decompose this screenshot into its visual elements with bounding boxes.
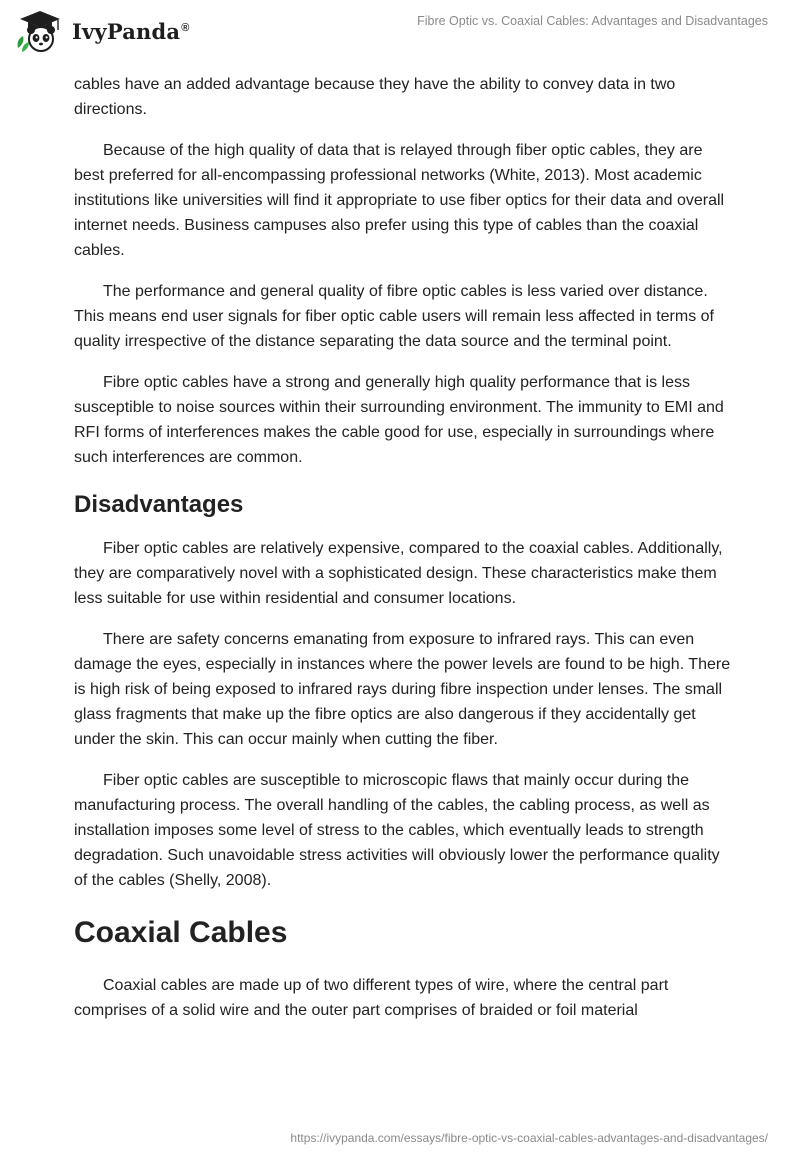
paragraph: Fiber optic cables are relatively expensive, compared to the coaxial cables. Additionally, they are comparatively novel with a sophisticated design. These characteristics make them less suitable for use within residential and consumer locations.: [74, 540, 723, 607]
paragraph: The performance and general quality of fibre optic cables is less varied over distance. This means end user signals for fiber optic cable users will remain less affected in terms of quality irrespective of the distance separating the data source and the terminal point.: [74, 283, 714, 350]
ivypanda-logo[interactable]: [14, 8, 190, 54]
registered-mark: ®: [181, 21, 190, 34]
paragraph: Coaxial cables are made up of two different types of wire, where the central part comprises of a solid wire and the outer part comprises of braided or foil material: [74, 977, 669, 1019]
panda-logo-icon: [14, 8, 66, 54]
paragraph: Fiber optic cables are susceptible to microscopic flaws that mainly occur during the manufacturing process. The overall handling of the cables, the cabling process, as well as installation imposes some level of stress to the cables, which eventually leads to strength degradation. Such unavoidable stress activities will obviously lower the performance quality of the cables (Shelly, 2008).: [74, 772, 720, 889]
essay-content: [74, 72, 734, 1039]
paragraph: Because of the high quality of data that is relayed through fiber optic cables, they are best preferred for all-encompassing professional networks (White, 2013). Most academic institutions like universities will find it appropriate to use fiber optics for their data and overall internet needs. Business campuses also prefer using this type of cables than the coaxial cables.: [74, 142, 725, 259]
brand-name: IvyPanda®: [72, 18, 190, 44]
document-title: Fibre Optic vs. Coaxial Cables: Advantages and Disadvantages: [417, 14, 768, 28]
page-header: [0, 0, 800, 64]
paragraph: cables have an added advantage because they have the ability to convey data in two directions.: [74, 76, 676, 118]
section-heading-disadvantages: Disadvantages: [74, 491, 244, 518]
paragraph: Fibre optic cables have a strong and generally high quality performance that is less susceptible to noise sources within their surrounding environment. The immunity to EMI and RFI forms of interferences makes the cable good for use, especially in surroundings where such interferences are common.: [74, 374, 724, 466]
section-heading-coaxial-cables: Coaxial Cables: [74, 916, 288, 949]
source-url[interactable]: https://ivypanda.com/essays/fibre-optic-vs-coaxial-cables-advantages-and-disadvantages/: [290, 1131, 768, 1145]
paragraph: There are safety concerns emanating from exposure to infrared rays. This can even damage the eyes, especially in instances where the power levels are found to be high. There is high risk of being exposed to infrared rays during fibre inspection under lenses. The small glass fragments that make up the fibre optics are also dangerous if they accidentally get under the skin. This can occur mainly when cutting the fiber.: [74, 631, 731, 748]
